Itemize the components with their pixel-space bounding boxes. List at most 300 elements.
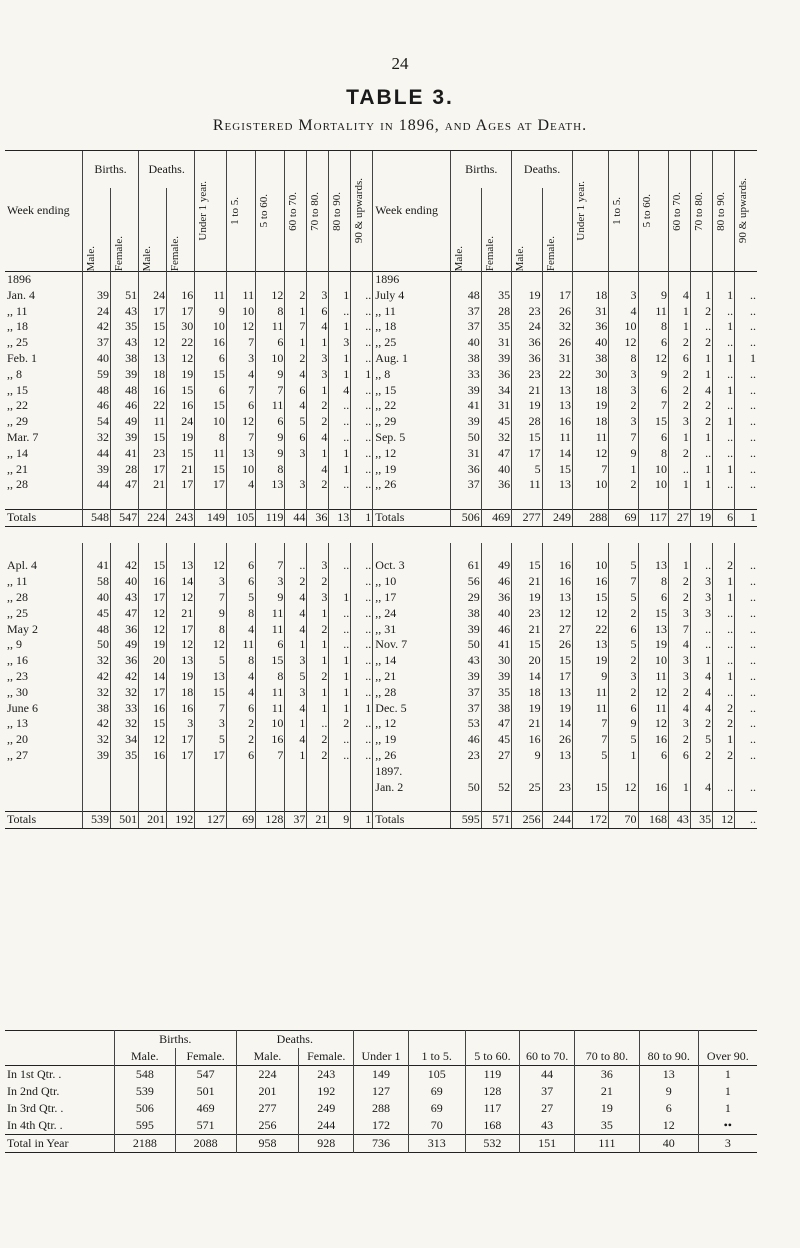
empty-cell [542,272,572,288]
value-cell: 12 [139,732,167,748]
value-cell: 40 [82,351,110,367]
empty-cell [5,764,82,780]
year-label: 1896 [7,272,31,286]
deaths-female-header: Female. [169,235,182,271]
value-cell: 1 [307,383,329,399]
value-cell: 32 [111,716,139,732]
value-cell: 12 [573,446,609,462]
year-label: 1896 [373,272,451,288]
value-cell: 21 [512,622,542,638]
empty-cell [167,543,195,559]
births-male-header: Male. [84,245,97,271]
summary-births-header: Births. [114,1031,236,1049]
empty-cell [638,272,668,288]
empty-cell [195,795,227,811]
value-cell: .. [713,477,735,493]
value-cell: 12 [167,351,195,367]
empty-cell [195,543,227,559]
summary-header-sub [5,1048,757,1066]
value-cell: 34 [111,732,139,748]
value-cell: 46 [451,732,481,748]
value-cell: 17 [195,477,227,493]
summary-value-cell: 2188 [114,1135,175,1153]
week-ending-cell: ,, 25 [7,335,28,350]
summary-row [5,1117,757,1135]
total-cell: 119 [256,509,285,526]
value-cell: .. [690,319,712,335]
value-cell: 36 [512,335,542,351]
summary-value-cell: 9 [639,1083,698,1100]
value-cell: 12 [609,335,638,351]
value-cell: 4 [285,398,307,414]
value-cell: .. [735,732,757,748]
empty-cell [307,493,329,509]
value-cell: 56 [451,574,481,590]
value-cell: 2 [668,590,690,606]
value-cell: 36 [451,462,481,478]
value-cell: .. [668,462,690,478]
summary-value-cell: 3 [698,1135,757,1153]
summary-value-cell: 27 [520,1100,575,1117]
summary-value-cell: •• [698,1117,757,1135]
value-cell: 1 [713,732,735,748]
value-cell: 39 [111,430,139,446]
empty-cell [329,526,351,542]
births-header-right: Births. [451,151,512,189]
value-cell: 2 [713,748,735,764]
value-cell: 50 [82,637,110,653]
value-cell: 1 [285,716,307,732]
value-cell: 36 [481,590,511,606]
value-cell: 9 [609,716,638,732]
empty-cell [690,272,712,288]
value-cell: 2 [690,748,712,764]
value-cell: 47 [111,606,139,622]
value-cell: 4 [690,669,712,685]
value-cell: 13 [139,351,167,367]
empty-cell [167,526,195,542]
value-cell: .. [329,414,351,430]
empty-cell [256,795,285,811]
value-cell [512,764,542,780]
summary-total-row [5,1135,757,1153]
value-cell: 29 [451,590,481,606]
value-cell: .. [351,622,373,638]
total-cell: 6 [713,509,735,526]
age-90-up-header-right: 90 & upwards. [737,178,750,244]
value-cell: 41 [82,558,110,574]
value-cell: 41 [111,446,139,462]
value-cell: 1 [351,701,373,717]
empty-cell [82,493,110,509]
value-cell: 4 [690,701,712,717]
table-row [5,732,757,748]
summary-value-cell: 469 [175,1100,236,1117]
value-cell: 15 [512,637,542,653]
value-cell: 11 [256,701,285,717]
total-cell: 1 [351,812,373,829]
empty-cell [690,543,712,559]
value-cell: 39 [481,351,511,367]
summary-value-cell: 547 [175,1066,236,1084]
value-cell: 36 [573,319,609,335]
value-cell: 17 [167,748,195,764]
table-row [5,685,757,701]
summary-row [5,1100,757,1117]
value-cell: 2 [690,398,712,414]
summary-5-60-header: 5 to 60. [465,1048,520,1066]
value-cell: 33 [451,367,481,383]
value-cell: 23 [451,748,481,764]
value-cell: .. [713,398,735,414]
value-cell: 27 [481,748,511,764]
value-cell: .. [690,622,712,638]
summary-value-cell: 69 [408,1100,465,1117]
empty-cell [195,272,227,288]
week-ending-cell: Oct. 3 [373,558,451,574]
value-cell: 11 [573,701,609,717]
value-cell: 1 [668,319,690,335]
value-cell: 9 [195,304,227,320]
value-cell: 12 [195,637,227,653]
empty-cell [307,543,329,559]
value-cell: 12 [226,319,255,335]
age-80-90-header: 80 to 90. [331,191,344,231]
total-cell: 244 [542,812,572,829]
value-cell: 43 [451,653,481,669]
empty-cell [195,526,227,542]
summary-value-cell: 288 [354,1100,409,1117]
value-cell: 5 [285,414,307,430]
empty-cell [226,526,255,542]
value-cell: 49 [481,558,511,574]
value-cell: 24 [512,319,542,335]
value-cell: 2 [307,732,329,748]
value-cell: 43 [111,335,139,351]
value-cell: 32 [82,732,110,748]
value-cell: 22 [542,367,572,383]
value-cell: 7 [195,701,227,717]
summary-value-cell: 532 [465,1135,520,1153]
value-cell: .. [713,685,735,701]
value-cell: 14 [542,446,572,462]
empty-cell [195,493,227,509]
value-cell: 27 [542,622,572,638]
summary-value-cell: 1 [698,1100,757,1117]
value-cell: 48 [111,383,139,399]
value-cell: .. [713,622,735,638]
value-cell: .. [735,430,757,446]
value-cell: 7 [226,430,255,446]
table-row [5,748,757,764]
value-cell: 4 [226,669,255,685]
empty-cell [638,795,668,811]
value-cell: 5 [226,590,255,606]
table-row [5,304,757,320]
week-ending-cell: ,, 29 [7,414,28,429]
value-cell: 2 [690,335,712,351]
value-cell: 11 [139,414,167,430]
value-cell: 18 [512,685,542,701]
week-ending-cell: May 2 [7,621,38,636]
value-cell: 1 [690,653,712,669]
value-cell: 6 [226,701,255,717]
value-cell: .. [351,748,373,764]
value-cell: 41 [451,398,481,414]
births-female-header-right: Female. [483,235,496,271]
value-cell: .. [735,701,757,717]
empty-cell [167,764,195,780]
value-cell: 2 [668,446,690,462]
table-row [5,701,757,717]
value-cell: 3 [195,574,227,590]
table-row [5,477,757,493]
value-cell: 15 [512,430,542,446]
value-cell: .. [307,716,329,732]
value-cell: 3 [285,477,307,493]
summary-value-cell: 571 [175,1117,236,1135]
summary-value-cell: 69 [408,1083,465,1100]
value-cell: 1 [690,288,712,304]
value-cell: 21 [139,477,167,493]
value-cell: 7 [195,590,227,606]
value-cell: 14 [512,669,542,685]
week-ending-cell: Jan. 2 [373,780,451,796]
value-cell: 23 [512,606,542,622]
value-cell: 7 [256,748,285,764]
total-cell: 595 [451,812,481,829]
value-cell: 21 [512,383,542,399]
value-cell: 1 [690,477,712,493]
value-cell: 35 [481,685,511,701]
value-cell: 1 [713,319,735,335]
empty-cell [329,780,351,796]
value-cell: 11 [226,637,255,653]
value-cell: .. [351,716,373,732]
summary-value-cell: 501 [175,1083,236,1100]
summary-row-label: In 2nd Qtr. [7,1084,60,1098]
total-cell: 43 [668,812,690,829]
summary-value-cell: 6 [639,1100,698,1117]
value-cell: 1 [329,590,351,606]
value-cell: 2 [285,574,307,590]
value-cell: 42 [82,669,110,685]
total-cell: 277 [512,509,542,526]
empty-cell [307,780,329,796]
value-cell: 1 [713,590,735,606]
summary-value-cell: 736 [354,1135,409,1153]
table-row [5,780,757,796]
value-cell: 1 [713,288,735,304]
value-cell: 5 [512,462,542,478]
value-cell: .. [735,398,757,414]
summary-70-80-header: 70 to 80. [575,1048,640,1066]
value-cell: 9 [195,606,227,622]
week-ending-cell: ,, 20 [7,732,28,747]
value-cell: 11 [256,606,285,622]
empty-cell [735,795,757,811]
total-cell: 256 [512,812,542,829]
value-cell: 22 [139,398,167,414]
summary-value-cell: 958 [236,1135,299,1153]
value-cell: 15 [195,462,227,478]
empty-cell [307,526,329,542]
empty-cell [5,795,82,811]
empty-cell [512,795,542,811]
value-cell: 6 [226,558,255,574]
summary-value-cell: 13 [639,1066,698,1084]
value-cell: 2 [668,574,690,590]
value-cell: 1 [735,351,757,367]
value-cell: 6 [256,637,285,653]
value-cell [481,764,511,780]
value-cell: 20 [512,653,542,669]
age-70-80-header-right: 70 to 80. [692,191,705,231]
value-cell: 49 [111,414,139,430]
value-cell: 3 [609,383,638,399]
total-cell: 224 [139,509,167,526]
value-cell: 11 [638,701,668,717]
value-cell: 35 [481,288,511,304]
empty-cell [226,780,255,796]
value-cell: 6 [668,748,690,764]
value-cell: 11 [573,430,609,446]
value-cell: 11 [256,319,285,335]
value-cell: 3 [256,574,285,590]
week-ending-cell: ,, 29 [373,414,451,430]
empty-cell [668,526,690,542]
value-cell: 3 [668,606,690,622]
value-cell: 7 [256,383,285,399]
value-cell: 17 [139,462,167,478]
value-cell: 36 [111,622,139,638]
value-cell: 3 [307,367,329,383]
summary-header-top [5,1031,757,1049]
value-cell: .. [735,685,757,701]
summary-value-cell: 249 [299,1100,354,1117]
week-ending-cell: ,, 17 [373,590,451,606]
empty-cell [542,526,572,542]
value-cell: 3 [668,716,690,732]
empty-cell [668,272,690,288]
total-cell: 27 [668,509,690,526]
empty-cell [111,764,139,780]
empty-cell [329,795,351,811]
value-cell: 26 [542,637,572,653]
empty-cell [512,272,542,288]
value-cell: 37 [451,304,481,320]
week-ending-cell: ,, 16 [7,653,28,668]
value-cell: 42 [111,669,139,685]
value-cell: 28 [111,462,139,478]
value-cell: 2 [226,716,255,732]
value-cell: 19 [512,398,542,414]
value-cell [735,764,757,780]
value-cell: 4 [285,367,307,383]
value-cell: 31 [481,335,511,351]
value-cell: 1 [713,383,735,399]
value-cell: .. [351,685,373,701]
value-cell: 10 [195,414,227,430]
value-cell: 3 [609,367,638,383]
value-cell: .. [351,558,373,574]
value-cell: 11 [256,685,285,701]
value-cell: 51 [111,288,139,304]
value-cell: 15 [573,590,609,606]
week-ending-cell: ,, 26 [373,477,451,493]
value-cell: 6 [638,590,668,606]
empty-cell [573,795,609,811]
totals-label: Totals [5,812,82,829]
value-cell: 30 [573,367,609,383]
value-cell: 13 [542,398,572,414]
empty-cell [139,526,167,542]
value-cell: 1 [329,701,351,717]
value-cell: 35 [111,319,139,335]
week-ending-cell: ,, 22 [7,398,28,413]
value-cell: 40 [573,335,609,351]
value-cell: .. [735,590,757,606]
empty-cell [139,780,167,796]
mortality-table-body [5,272,757,829]
empty-cell [256,764,285,780]
week-ending-cell: Apl. 4 [7,558,37,573]
total-cell: 69 [226,812,255,829]
value-cell: 1 [713,351,735,367]
value-cell: 8 [226,606,255,622]
value-cell: 1 [285,335,307,351]
value-cell: 4 [226,477,255,493]
value-cell: 46 [481,574,511,590]
value-cell: 1 [668,304,690,320]
empty-cell [82,764,110,780]
value-cell: 28 [481,304,511,320]
total-cell: 69 [609,509,638,526]
week-ending-cell: ,, 14 [7,445,28,460]
empty-cell [481,272,511,288]
value-cell: 6 [256,335,285,351]
value-cell: 3 [668,653,690,669]
empty-cell [351,795,373,811]
value-cell: 3 [307,558,329,574]
week-ending-cell: ,, 27 [7,747,28,762]
value-cell: 16 [167,288,195,304]
empty-cell [226,543,255,559]
empty-cell [329,493,351,509]
value-cell: 7 [226,383,255,399]
value-cell: 4 [285,701,307,717]
empty-cell [713,272,735,288]
summary-table-body [5,1066,757,1153]
value-cell: 1 [285,304,307,320]
empty-cell [195,764,227,780]
value-cell: .. [329,732,351,748]
empty-cell [373,526,451,542]
value-cell: 47 [481,716,511,732]
total-cell: 9 [329,812,351,829]
value-cell: 2 [285,288,307,304]
value-cell: 13 [542,477,572,493]
value-cell: .. [735,383,757,399]
value-cell: 40 [481,606,511,622]
value-cell: 10 [573,477,609,493]
value-cell: 3 [285,685,307,701]
total-cell: 70 [609,812,638,829]
empty-cell [351,764,373,780]
value-cell: .. [713,367,735,383]
value-cell: 22 [167,335,195,351]
empty-cell [307,795,329,811]
